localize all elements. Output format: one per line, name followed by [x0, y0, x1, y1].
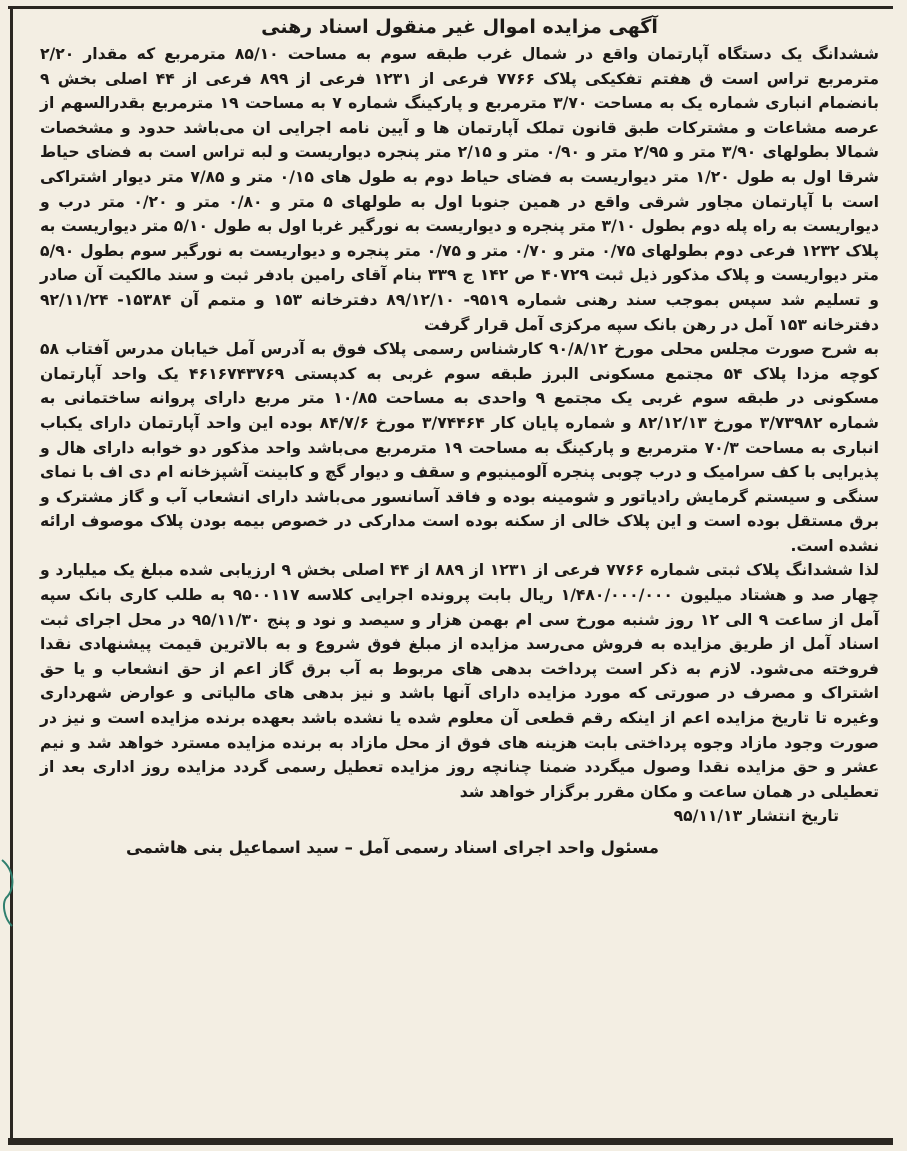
- expert-report-paragraph: به شرح صورت مجلس محلی مورخ ۹۰/۸/۱۲ کارشناس رسمی پلاک فوق به آدرس آمل خیابان مدرس آفتاب ۵۸ کوچه مزدا پلاک ۵۴ مجتمع مسکونی البرز طبقه سوم غربی به کدپستی ۴۶۱۶۷۴۳۷۶۹ یک واحد آپارتمان مسکونی در طبقه سوم غربی یک مجتمع ۹ واحدی به مساحت ۱۰/۸۵ متر مربع دارای پروانه ساختمانی به شماره ۳/۷۳۹۸۲ مورخ ۸۲/۱۲/۱۳ و شماره پایان کار ۳/۷۴۴۶۴ مورخ ۸۴/۷/۶ بوده این واحد آپارتمان دارای یکباب انباری به مساحت ۷۰/۳ مترمربع و پارکینگ به مساحت ۱۹ مترمربع می‌باشد واحد مذکور دو خوابه دارای هال و پذیرایی با کف سرامیک و درب چوبی پنجره آلومینیوم و سقف و دیوار گچ و کابینت آشپزخانه ام دی اف با نمای سنگی و سیستم گرمایش رادیاتور و شومینه بوده و فاقد آسانسور می‌باشد دارای انشعاب آب و گاز مشترک و برق مستقل بوده است و این پلاک خالی از سکنه بوده است مدارکی در خصوص بیمه بودن پلاک موصوف ارائه نشده است.: [40, 340, 880, 555]
- pen-mark-decoration: [0, 858, 20, 928]
- auction-terms-paragraph: لذا ششدانگ پلاک ثبتی شماره ۷۷۶۶ فرعی از ۱۲۳۱ از ۸۸۹ از ۴۴ اصلی بخش ۹ ارزیابی شده مبلغ یک میلیارد و چهار صد و هشتاد میلیون ۱/۴۸۰/۰۰۰/۰۰۰ ریال بابت پرونده اجرایی کلاسه ۹۵۰۰۱۱۷ به طلب کاری بانک سپه آمل از ساعت ۹ الی ۱۲ روز شنبه مورخ سی ام بهمن هزار و سیصد و نود و پنج ۹۵/۱۱/۳۰ در محل اجرای ثبت اسناد آمل از طریق مزایده به فروش می‌رسد مزایده از مبلغ فوق شروع و به بالاترین قیمت پیشنهادی نقدا فروخته می‌شود. لازم به ذکر است پرداخت بدهی های مربوط به آب برق گاز اعم از حق انشعاب و یا حق اشتراک و مصرف در صورتی که مورد مزایده دارای آنها باشد و نیز بدهی های مالیاتی و عوارض شهرداری وغیره تا تاریخ مزایده اعم از اینکه رقم قطعی آن معلوم شده یا نشده باشد بعهده برنده مزایده است و نیز در صورت وجود مازاد وجوه پرداختی بابت هزینه های فوق از محل مازاد به برنده مزایده مسترد خواهد شد و نیم عشر و حق مزایده نقدا وصول میگردد ضمنا چنانچه روز مزایده تعطیل رسمی گردد مزایده روز اداری بعد از تعطیلی در همان ساعت و مکان مقرر برگزار خواهد شد: [40, 561, 879, 801]
- signature-line: مسئول واحد اجرای اسناد رسمی آمل – سید اسماعیل بنی هاشمی: [126, 838, 659, 857]
- bottom-border-rule: [8, 1138, 893, 1145]
- left-border-rule: [10, 8, 13, 1139]
- notice-body: [40, 14, 879, 1127]
- property-description-paragraph: ششدانگ یک دستگاه آپارتمان واقع در شمال غرب طبقه سوم به مساحت ۸۵/۱۰ مترمربع که مقدار ۲/۲۰ مترمربع تراس است ق هفتم تفکیکی پلاک ۷۷۶۶ فرعی از ۱۲۳۱ فرعی از ۸۹۹ فرعی از ۴۴ اصلی بخش ۹ بانضمام انباری شماره یک به مساحت ۳/۷۰ مترمربع و پارکینگ شماره ۷ به مساحت ۱۹ مترمربع بقدرالسهم از عرصه مشاعات و مشترکات طبق قانون تملک آپارتمان ها و آیین نامه اجرایی ان می‌باشد حدود و مشخصات شمالا بطولهای ۳/۹۰ متر و ۲/۹۵ متر و ۰/۹۰ متر و ۲/۱۵ متر پنجره دیواریست و لبه تراس است به فضای حیاط شرقا اول به طول ۱/۲۰ متر دیواریست به فضای حیاط دوم به طول های ۰/۱۵ متر و ۷/۸۵ متر دیوار اشتراکی است با آپارتمان مجاور شرقی واقع در همین جنوبا اول به طولهای ۵ متر و ۰/۸۰ متر و ۰/۲۰ متر درب و دیواریست به راه پله دوم بطول ۳/۱۰ متر پنجره و دیواریست به نورگیر غربا اول به طول ۵/۱۰ متر دیواریست به پلاک ۱۲۳۲ فرعی دوم بطولهای ۰/۷۵ متر و ۰/۷۰ متر و ۰/۷۵ متر پنجره و دیواریست به نورگیر سوم بطول ۵/۹۰ متر دیواریست و پلاک مذکور ذیل ثبت ۴۰۷۲۹ ص ۱۴۲ ج ۳۳۹ بنام آقای رامین بادفر ثبت و سند مالکیت آن صادر و تسلیم شد سپس بموجب سند رهنی شماره ۹۵۱۹- ۸۹/۱۲/۱۰ دفترخانه ۱۵۳ و متمم آن ۱۵۳۸۴- ۹۲/۱۱/۲۴ دفترخانه ۱۵۳ آمل در رهن بانک سپه مرکزی آمل قرار گرفت: [40, 45, 880, 334]
- top-border-rule: [8, 6, 893, 9]
- notice-title: آگهی مزایده اموال غیر منقول اسناد رهنی: [261, 16, 658, 38]
- publish-date: تاریخ انتشار ۹۵/۱۱/۱۳: [673, 807, 839, 826]
